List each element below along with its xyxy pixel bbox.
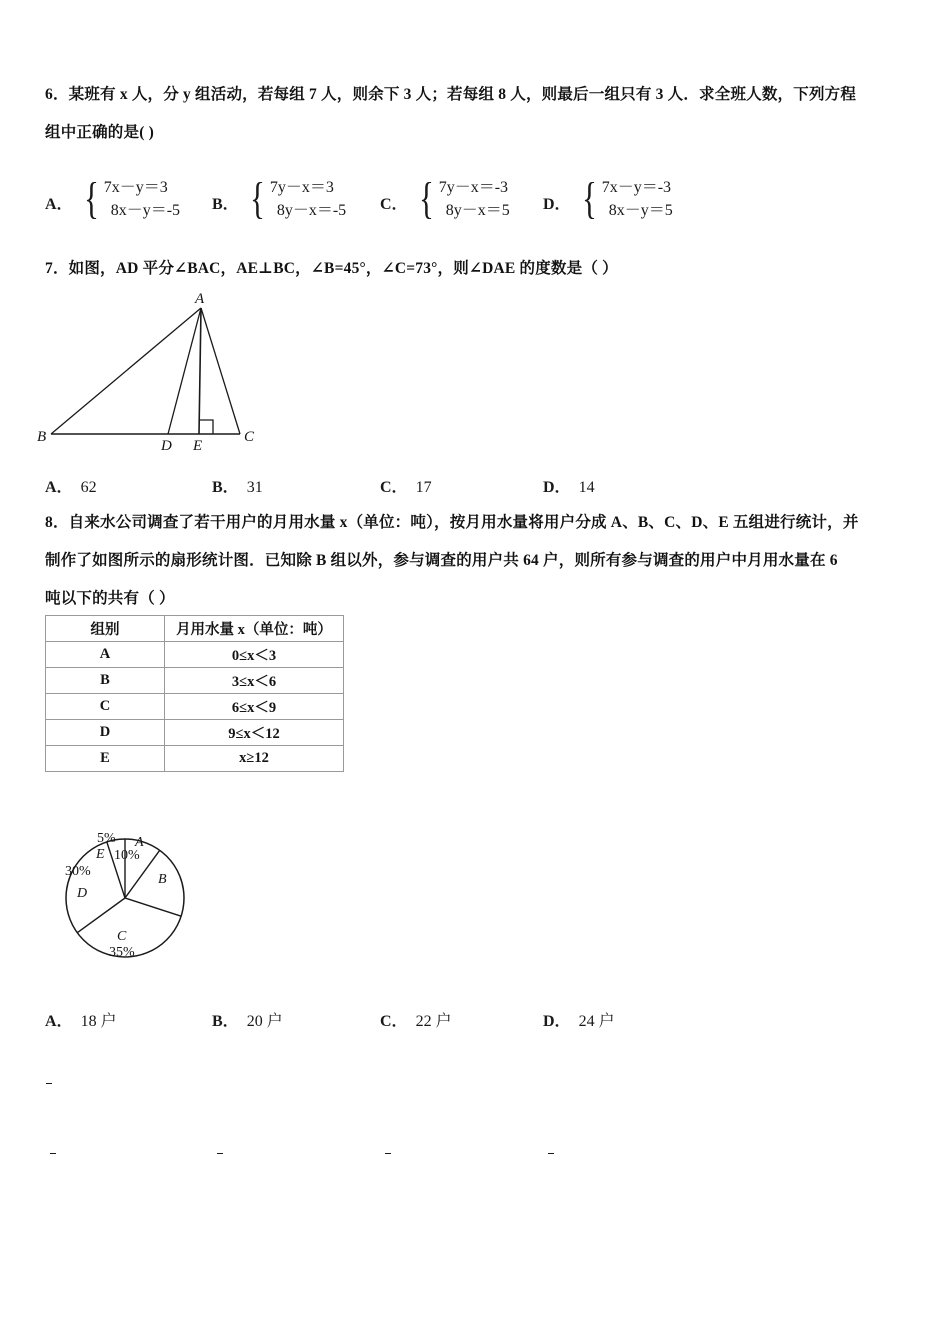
question-9-option-c-den — [385, 1153, 391, 1154]
question-6-option-b-label: B． — [212, 196, 239, 213]
point-label-d: D — [161, 438, 172, 454]
table-row — [46, 746, 344, 772]
vertex-label-b: B — [37, 429, 47, 445]
question-8-option-c[interactable] — [380, 1008, 452, 1031]
question-8-option-a[interactable] — [45, 1008, 117, 1031]
question-8-option-a-value: 18 户 — [80, 1013, 117, 1030]
pie-label-c-group: C — [117, 929, 127, 944]
table-header-row — [46, 616, 344, 642]
question-9-fraction-denominator — [46, 1083, 52, 1084]
question-6-option-a-eq2: 8x－y＝-5 — [110, 202, 181, 219]
question-9-option-a[interactable] — [45, 1145, 57, 1163]
table-header-usage: 月用水量 x（单位：吨） — [165, 616, 344, 642]
question-6-option-d-eq1: 7x－y＝-3 — [601, 179, 672, 196]
question-7-option-c[interactable] — [380, 474, 432, 497]
question-9-option-c-fraction — [385, 1153, 391, 1154]
question-8-option-d[interactable] — [543, 1008, 615, 1031]
segment-ae-altitude — [199, 308, 201, 434]
question-7-option-a-value: 62 — [80, 479, 97, 496]
table-row — [46, 668, 344, 694]
question-9-option-d-fraction — [548, 1153, 554, 1154]
question-6-option-c-system — [416, 176, 510, 222]
question-6-option-a-label: A． — [45, 196, 73, 213]
question-9-option-d-den — [548, 1153, 554, 1154]
table-cell-group-c: C — [46, 694, 165, 720]
question-7-option-a-label: A． — [45, 479, 73, 496]
question-6-option-d-label: D． — [543, 196, 571, 213]
question-7-option-b-value: 31 — [246, 479, 263, 496]
pie-label-c-percent: 35% — [109, 945, 135, 960]
question-8-option-b-value: 20 户 — [246, 1013, 283, 1030]
question-7-option-d[interactable] — [543, 474, 595, 497]
left-brace-icon: { — [581, 174, 597, 223]
question-6-option-d[interactable] — [543, 172, 673, 223]
question-9-option-a-den — [50, 1153, 56, 1154]
segment-ad-bisector — [168, 308, 201, 434]
left-brace-icon: { — [418, 174, 434, 223]
pie-label-e-group: E — [96, 847, 105, 862]
water-usage-group-table — [45, 615, 344, 772]
vertex-label-a: A — [195, 291, 205, 307]
table-cell-range-c: 6≤x＜9 — [165, 694, 344, 720]
question-7-option-b-label: B． — [212, 479, 239, 496]
question-6-option-b[interactable] — [212, 172, 347, 223]
table-cell-group-a: A — [46, 642, 165, 668]
table-cell-range-e: x≥12 — [165, 746, 344, 772]
table-row — [46, 694, 344, 720]
table-cell-group-b: B — [46, 668, 165, 694]
pie-label-d-percent: 30% — [65, 864, 91, 879]
question-6-stem-line-2: 组中正确的是( ) — [45, 124, 154, 141]
question-8-option-b-label: B． — [212, 1013, 239, 1030]
table-cell-range-a: 0≤x＜3 — [165, 642, 344, 668]
pie-label-b-group: B — [158, 872, 167, 887]
question-9-option-c[interactable] — [380, 1145, 392, 1163]
question-6-option-a-eq1: 7x－y＝3 — [103, 179, 168, 196]
segment-ab — [51, 308, 201, 434]
question-8-stem-line-1: 8．自来水公司调查了若干用户的月用水量 x（单位：吨），按月用水量将用户分成 A、B、C、D、E 五组进行统计，并 — [45, 514, 859, 531]
question-6-option-c-label: C． — [380, 196, 408, 213]
question-8-stem-line-2: 制作了如图所示的扇形统计图．已知除 B 组以外，参与调查的用户共 64 户，则所有参与调查的用户中月用水量在 6 — [45, 552, 838, 569]
question-9-option-b-fraction — [217, 1153, 223, 1154]
pie-label-a-percent: 10% — [114, 848, 140, 863]
question-6-option-b-eq1: 7y－x＝3 — [269, 179, 334, 196]
question-8-option-c-label: C． — [380, 1013, 408, 1030]
question-6-option-c[interactable] — [380, 172, 510, 223]
table-header-group: 组别 — [46, 616, 165, 642]
point-label-e: E — [193, 438, 203, 454]
question-9-option-b-den — [217, 1153, 223, 1154]
table-cell-group-e: E — [46, 746, 165, 772]
question-7-stem: 7．如图，AD 平分∠BAC，AE⊥BC，∠B=45°，∠C=73°，则∠DAE 的度数是（ ） — [45, 260, 618, 277]
table-cell-group-d: D — [46, 720, 165, 746]
table-cell-range-b: 3≤x＜6 — [165, 668, 344, 694]
question-9-option-a-fraction — [50, 1153, 56, 1154]
question-6-option-b-system — [247, 176, 346, 222]
question-8-option-d-label: D． — [543, 1013, 571, 1030]
question-7-option-c-label: C． — [380, 479, 408, 496]
question-8-pie-chart — [45, 812, 215, 984]
question-6-option-d-eq2: 8x－y＝5 — [608, 202, 673, 219]
table-row — [46, 642, 344, 668]
question-7-option-d-label: D． — [543, 479, 571, 496]
pie-label-e-percent: 5% — [97, 831, 116, 846]
question-8-option-c-value: 22 户 — [415, 1013, 452, 1030]
question-9-stem — [45, 1075, 53, 1093]
left-brace-icon: { — [83, 174, 99, 223]
question-7-option-d-value: 14 — [578, 479, 595, 496]
question-6-stem-line-1: 6．某班有 x 人，分 y 组活动，若每组 7 人，则余下 3 人；若每组 8 人，则最后一组只有 3 人．求全班人数，下列方程 — [45, 86, 857, 103]
table-cell-range-d: 9≤x＜12 — [165, 720, 344, 746]
question-9-option-d[interactable] — [543, 1145, 555, 1163]
question-8-stem-line-3: 吨以下的共有（ ） — [45, 590, 175, 607]
question-7-option-b[interactable] — [212, 474, 263, 497]
question-8-option-a-label: A． — [45, 1013, 73, 1030]
question-9-option-b[interactable] — [212, 1145, 224, 1163]
right-angle-mark-icon — [199, 420, 213, 434]
question-6-option-a[interactable] — [45, 172, 181, 223]
pie-label-d-group: D — [77, 886, 88, 901]
triangle-diagram-svg — [35, 288, 285, 458]
question-6-option-c-eq2: 8y－x＝5 — [445, 202, 510, 219]
vertex-label-c: C — [244, 429, 255, 445]
pie-label-a-group: A — [135, 835, 144, 850]
left-brace-icon: { — [249, 174, 265, 223]
question-6-option-a-system — [81, 176, 180, 222]
question-7-option-c-value: 17 — [415, 479, 432, 496]
question-6-option-c-eq1: 7y－x＝-3 — [438, 179, 509, 196]
question-6-option-b-eq2: 8y－x＝-5 — [276, 202, 347, 219]
segment-ac — [201, 308, 240, 434]
question-7-triangle-figure — [35, 288, 285, 458]
question-8-option-d-value: 24 户 — [578, 1013, 615, 1030]
question-6-option-d-system — [579, 176, 673, 222]
table-row — [46, 720, 344, 746]
question-7-option-a[interactable] — [45, 474, 97, 497]
question-9-fraction — [46, 1083, 52, 1084]
question-8-option-b[interactable] — [212, 1008, 283, 1031]
